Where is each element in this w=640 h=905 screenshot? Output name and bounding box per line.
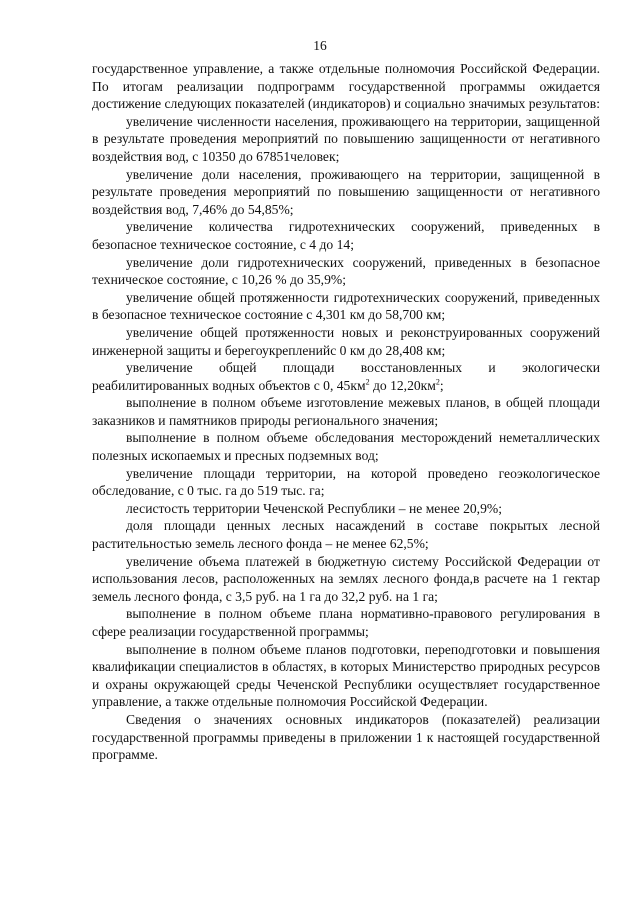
list-item: выполнение в полном объеме обследования месторождений неметаллических полезных ископаемых и пресных подземных вод;: [92, 430, 600, 464]
list-item: увеличение доли населения, проживающего на территории, защищенной в результате проведения мероприятий по повышению защищенности от негативного воздействия вод, 7,46% до 54,85%;: [92, 166, 600, 217]
page-number: 16: [313, 38, 327, 53]
area-sup-2: 2: [435, 377, 440, 387]
area-text-after: ;: [439, 377, 444, 393]
list-item: увеличение общей протяженности гидротехнических сооружений, приведенных в безопасное техническое состояние с 4,301 км до 58,700 км;: [92, 289, 600, 323]
document-body: [92, 60, 600, 764]
list-item: увеличение численности населения, проживающего на территории, защищенной в результате проведения мероприятий по повышению защищенности от негативного воздействия вод, с 10350 до 67851человек;: [92, 113, 600, 164]
list-item: увеличение количества гидротехнических сооружений, приведенных в безопасное техническое состояние, с 4 до 14;: [92, 219, 600, 252]
list-item: выполнение в полном объеме планов подготовки, переподготовки и повышения квалификации специалистов в областях, в которых Министерство природных ресурсов и охраны окружающей среды Чеченской Республики осуществляет государственное управление, а также отдельные полномочия Российской Федерации.: [92, 641, 600, 710]
list-item: выполнение в полном объеме изготовление межевых планов, в общей площади заказников и памятников природы регионального значения;: [92, 395, 600, 428]
list-item: увеличение общей протяженности новых и реконструированных сооружений инженерной защиты и берегоукрепленийс 0 км до 28,408 км;: [92, 324, 600, 358]
list-item: увеличение объема платежей в бюджетную систему Российской Федерации от использования лесов, расположенных на землях лесного фонда,в расчете на 1 гектар земель лесного фонда, с 3,5 руб. на 1 га до 32,2 руб. на 1 га;: [92, 553, 600, 604]
intro-paragraph: государственное управление, а также отдельные полномочия Российской Федерации. По итогам реализации подпрограмм государственной программы ожидается достижение следующих показателей (индикаторов) и социально значимых результатов:: [92, 61, 600, 112]
list-item: доля площади ценных лесных насаждений в составе покрытых лесной растительностью земель лесного фонда – не менее 62,5%;: [92, 518, 600, 552]
list-item: увеличение площади территории, на которой проведено геоэкологическое обследование, с 0 тыс. га до 519 тыс. га;: [92, 465, 600, 499]
list-item: выполнение в полном объеме плана нормативно-правового регулирования в сфере реализации государственной программы;: [92, 606, 600, 639]
area-text-before: увеличение общей площади восстановленных и экологически реабилитированных водных объектов с 0, 45км: [92, 360, 600, 393]
area-text-middle: до 12,20км: [369, 377, 436, 393]
closing-paragraph: Сведения о значениях основных индикаторов (показателей) реализации государственной программы приведены в приложении 1 к настоящей государственной программе.: [92, 711, 600, 763]
area-sup-1: 2: [365, 377, 370, 387]
list-item-area: [92, 359, 600, 394]
list-item: лесистость территории Чеченской Республики – не менее 20,9%;: [126, 500, 502, 516]
list-item: увеличение доли гидротехнических сооружений, приведенных в безопасное техническое состояние, с 10,26 % до 35,9%;: [92, 254, 600, 288]
